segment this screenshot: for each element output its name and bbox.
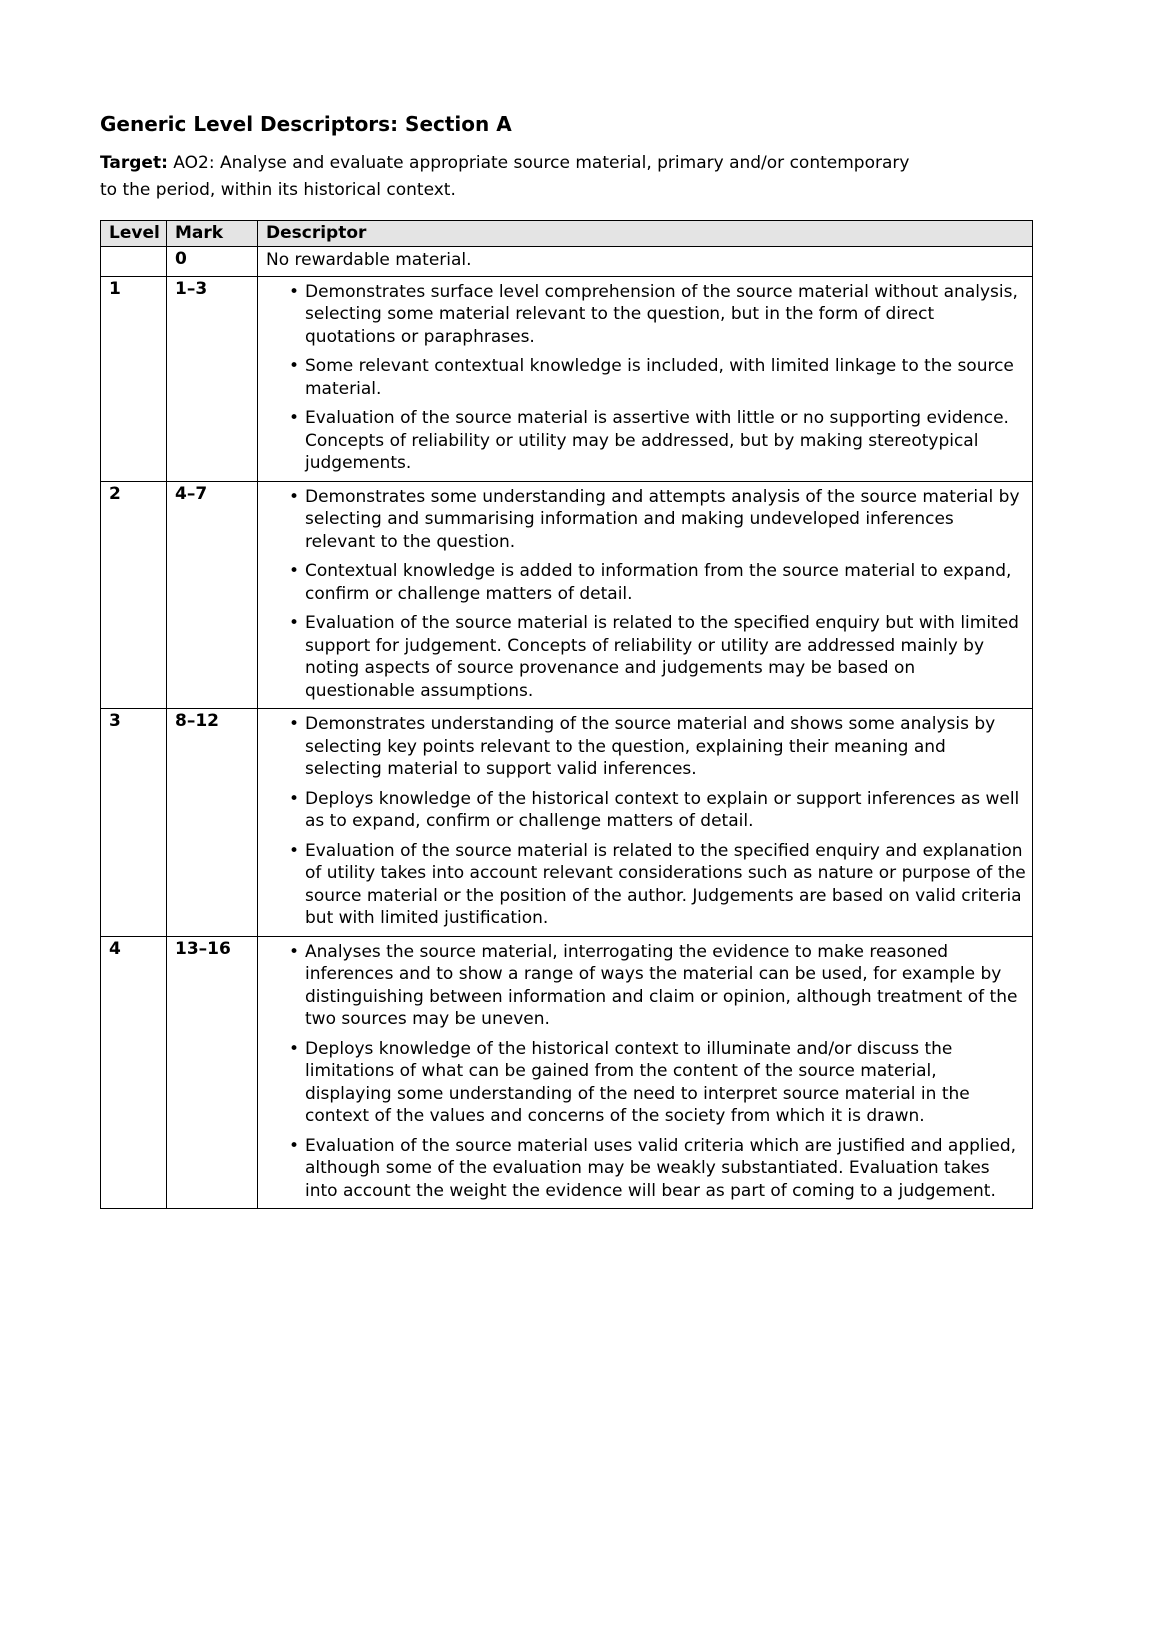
table-row: [101, 709, 1033, 937]
descriptor-bullet: • Deploys knowledge of the historical context to illuminate and/or discuss the limitations of what can be gained from the content of the source material, displaying some understanding of the need to interpret source material in the context of the values and concerns of the society from which it is drawn.: [288, 1038, 1026, 1128]
level-cell: 1: [101, 276, 167, 481]
descriptor-bullet: • Evaluation of the source material is related to the specified enquiry and explanation of utility takes into account relevant considerations such as nature or purpose of the source material or the position of the author. Judgements are based on valid criteria but with limited justification.: [288, 840, 1026, 930]
descriptor-bullet-list: [266, 486, 1026, 703]
descriptor-bullet: • Some relevant contextual knowledge is included, with limited linkage to the source material.: [288, 355, 1026, 400]
descriptor-bullet: • Deploys knowledge of the historical context to explain or support inferences as well as to expand, confirm or challenge matters of detail.: [288, 788, 1026, 833]
mark-cell: 4–7: [167, 481, 258, 709]
column-header-descriptor: Descriptor: [258, 221, 1033, 247]
descriptor-bullet-list: [266, 281, 1026, 475]
descriptor-cell: No rewardable material.: [258, 247, 1033, 277]
target-text: AO2: Analyse and evaluate appropriate source material, primary and/or contemporary to the period, within its historical context.: [100, 153, 910, 200]
descriptor-bullet: • Demonstrates some understanding and attempts analysis of the source material by selecting and summarising information and making undeveloped inferences relevant to the question.: [288, 486, 1026, 554]
descriptor-cell: [258, 481, 1033, 709]
descriptor-bullet: • Demonstrates surface level comprehension of the source material without analysis, selecting some material relevant to the question, but in the form of direct quotations or paraphrases.: [288, 281, 1026, 349]
page-title: Generic Level Descriptors: Section A: [100, 112, 512, 136]
descriptor-cell: [258, 276, 1033, 481]
target-paragraph: [100, 150, 920, 204]
descriptor-cell: [258, 709, 1033, 937]
table-row: [101, 481, 1033, 709]
level-cell: 2: [101, 481, 167, 709]
level-cell: [101, 247, 167, 277]
descriptor-bullet-list: [266, 941, 1026, 1203]
mark-cell: 8–12: [167, 709, 258, 937]
descriptor-bullet: • Evaluation of the source material uses valid criteria which are justified and applied, although some of the evaluation may be weakly substantiated. Evaluation takes into account the weight the evidence will bear as part of coming to a judgement.: [288, 1135, 1026, 1203]
table-row: [101, 247, 1033, 277]
descriptor-bullet: • Analyses the source material, interrogating the evidence to make reasoned inferences and to show a range of ways the material can be used, for example by distinguishing between information and claim or opinion, although treatment of the two sources may be uneven.: [288, 941, 1026, 1031]
descriptor-bullet: • Evaluation of the source material is related to the specified enquiry but with limited support for judgement. Concepts of reliability or utility are addressed mainly by noting aspects of source provenance and judgements may be based on questionable assumptions.: [288, 612, 1026, 702]
mark-cell: 0: [167, 247, 258, 277]
mark-cell: 1–3: [167, 276, 258, 481]
column-header-level: Level: [101, 221, 167, 247]
descriptor-bullet: • Demonstrates understanding of the source material and shows some analysis by selecting key points relevant to the question, explaining their meaning and selecting material to support valid inferences.: [288, 713, 1026, 781]
column-header-mark: Mark: [167, 221, 258, 247]
level-descriptors-table: [100, 220, 1033, 1209]
level-cell: 4: [101, 936, 167, 1209]
target-label: Target:: [100, 153, 168, 173]
descriptor-bullet: • Evaluation of the source material is assertive with little or no supporting evidence. Concepts of reliability or utility may be addressed, but by making stereotypical judgements.: [288, 407, 1026, 475]
table-header-row: [101, 221, 1033, 247]
level-cell: 3: [101, 709, 167, 937]
descriptor-bullet: • Contextual knowledge is added to information from the source material to expand, confirm or challenge matters of detail.: [288, 560, 1026, 605]
mark-cell: 13–16: [167, 936, 258, 1209]
table-row: [101, 276, 1033, 481]
table-row: [101, 936, 1033, 1209]
descriptor-bullet-list: [266, 713, 1026, 930]
descriptor-cell: [258, 936, 1033, 1209]
